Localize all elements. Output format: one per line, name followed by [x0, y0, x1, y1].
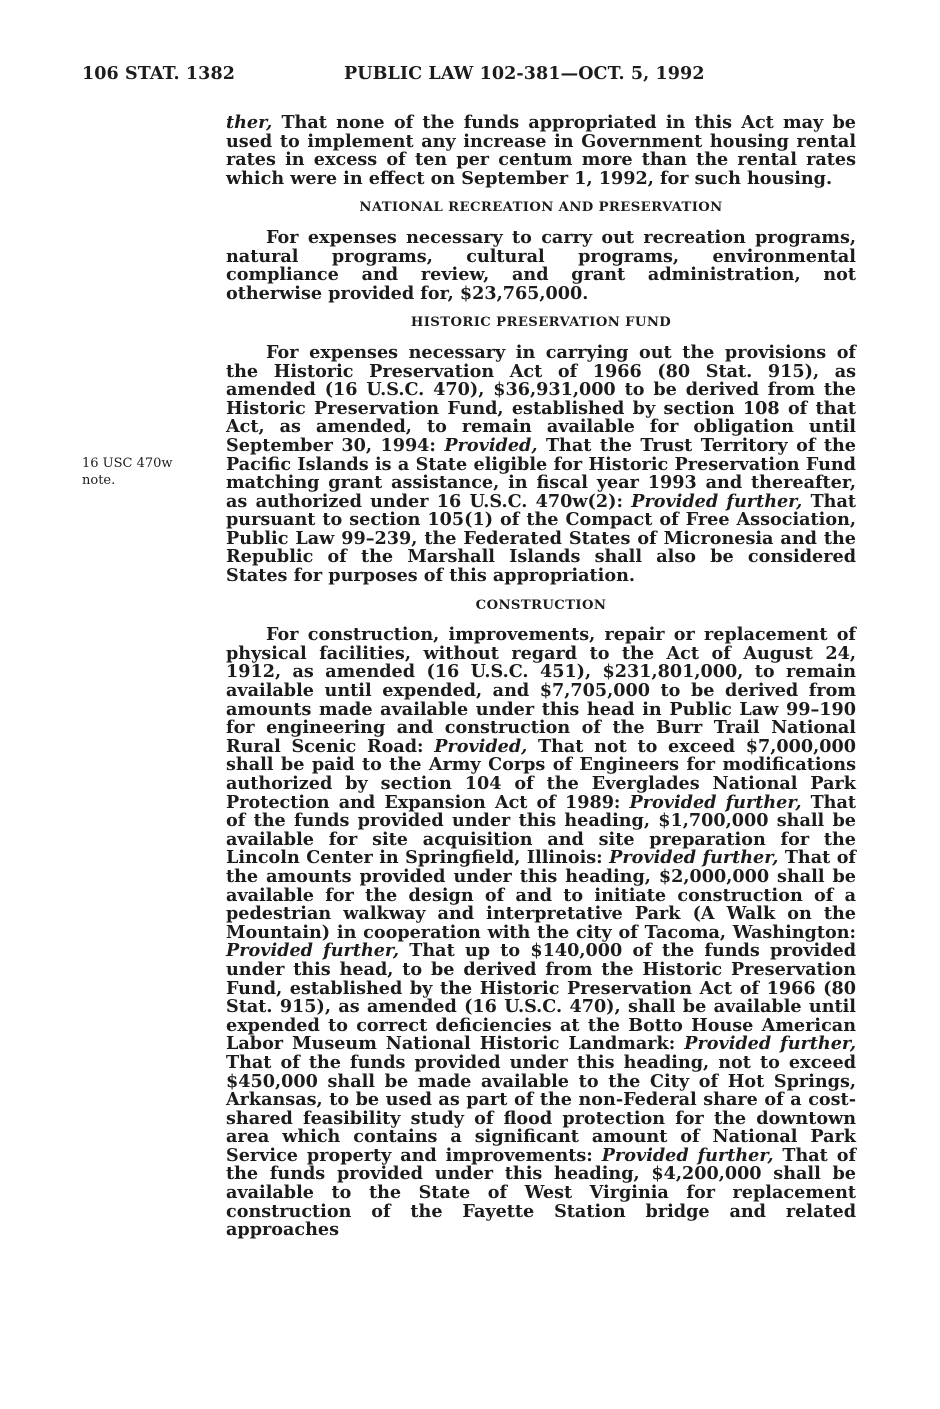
paragraph-text: For expenses necessary in carrying out the provisions of the Historic Preservation Act of 1966 (80 Stat. 915), as amended (16 U.S.C. 470), $36,931,000 to be derived from the Historic Preservation Fund, established by section 108 of that Act, as amended, to remain available for obligation until September 30, 1994:: [226, 341, 856, 456]
historic-paragraph: [226, 341, 856, 587]
margin-note: 16 USC 470w note.: [82, 456, 173, 488]
italic-fragment: Provided,: [444, 434, 538, 456]
paragraph-text: That of the funds provided under this heading, $1,700,000 shall be available for site acquisition and site preparation for the Lincoln Center in Springfield, Illinois:: [226, 791, 856, 869]
paragraph-text: That of the amounts provided under this heading, $2,000,000 shall be available for the design of and to initiate construction of a pedestrian walkway and interpretative Park (A Walk on the Mountain) in cooperation with the city of Tacoma, Washington:: [226, 847, 856, 943]
paragraph-text: That not to exceed $7,000,000 shall be paid to the Army Corps of Engineers for modifications authorized by section 104 of the Everglades National Park Protection and Expansion Act of 1989:: [226, 735, 856, 813]
paragraph-text: That of the funds provided under this heading, $4,200,000 shall be available to the State of West Virginia for replacement construction of the Fayette Station bridge and related approaches: [226, 1144, 857, 1241]
statute-page-number: 106 STAT. 1382: [82, 64, 236, 84]
paragraph-text: That the Trust Territory of the Pacific Islands is a State eligible for Historic Preservation Fund matching grant assistance, in fiscal year 1993 and thereafter, as authorized under 16 U.S.C. 470w(2):: [226, 434, 856, 512]
paragraph-text: That of the funds provided under this heading, not to exceed $450,000 shall be made available to the City of Hot Springs, Arkansas, to be used as part of the non-Federal share of a cost-shared feasibility study of flood protection for the downtown area which contains a significant amount of National Park Service property and improvements:: [226, 1051, 856, 1166]
italic-fragment: Provided further,: [631, 490, 803, 512]
paragraph-text: For construction, improvements, repair or replacement of physical facilities, without regard to the Act of August 24, 1912, as amended (16 U.S.C. 451), $231,801,000, to remain available until expended, and $7,705,000 to be derived from amounts made available under this head in Public Law 99–190 for engineering and construction of the Burr Trail National Rural Scenic Road:: [226, 624, 856, 757]
construction-paragraph: [226, 626, 856, 1240]
italic-fragment: Provided further,: [601, 1144, 774, 1166]
section-heading-historic: HISTORIC PRESERVATION FUND: [410, 315, 672, 331]
continued-paragraph: [226, 114, 856, 188]
italic-fragment: Provided further,: [609, 847, 779, 869]
section-heading-construction: CONSTRUCTION: [475, 597, 607, 613]
paragraph-text: That none of the funds appropriated in this Act may be used to implement any increase in Government housing rental rates in excess of ten per centum more than the rental rates which were in effect on September 1, 1992, for such housing.: [226, 112, 856, 189]
paragraph-text: That up to $140,000 of the funds provided under this head, to be derived from the Historic Preservation Fund, established by the Historic Preservation Act of 1966 (80 Stat. 915), as amended (16 U.S.C. 470), shall be available until expended to correct deficiencies at the Botto House American Labor Museum National Historic Landmark:: [226, 940, 857, 1055]
italic-fragment: ther,: [226, 112, 273, 133]
italic-fragment: Provided further,: [684, 1033, 857, 1055]
body-text: [226, 114, 856, 1240]
section-heading-recreation: NATIONAL RECREATION AND PRESERVATION: [359, 200, 723, 216]
paragraph-text: That pursuant to section 105(1) of the Compact of Free Association, Public Law 99–239, the Federated States of Micronesia and the Republic of the Marshall Islands shall also be considered States for purposes of this appropriation.: [226, 490, 856, 587]
public-law-title: PUBLIC LAW 102-381—OCT. 5, 1992: [344, 64, 705, 84]
italic-fragment: Provided further,: [226, 940, 400, 962]
page-header: [82, 64, 858, 94]
recreation-paragraph: For expenses necessary to carry out recreation programs, natural programs, cultural programs, environmental compliance and review, and grant administration, not otherwise provided for, $23,765,000.: [226, 226, 856, 304]
italic-fragment: Provided,: [434, 735, 528, 757]
italic-fragment: Provided further,: [629, 791, 802, 813]
